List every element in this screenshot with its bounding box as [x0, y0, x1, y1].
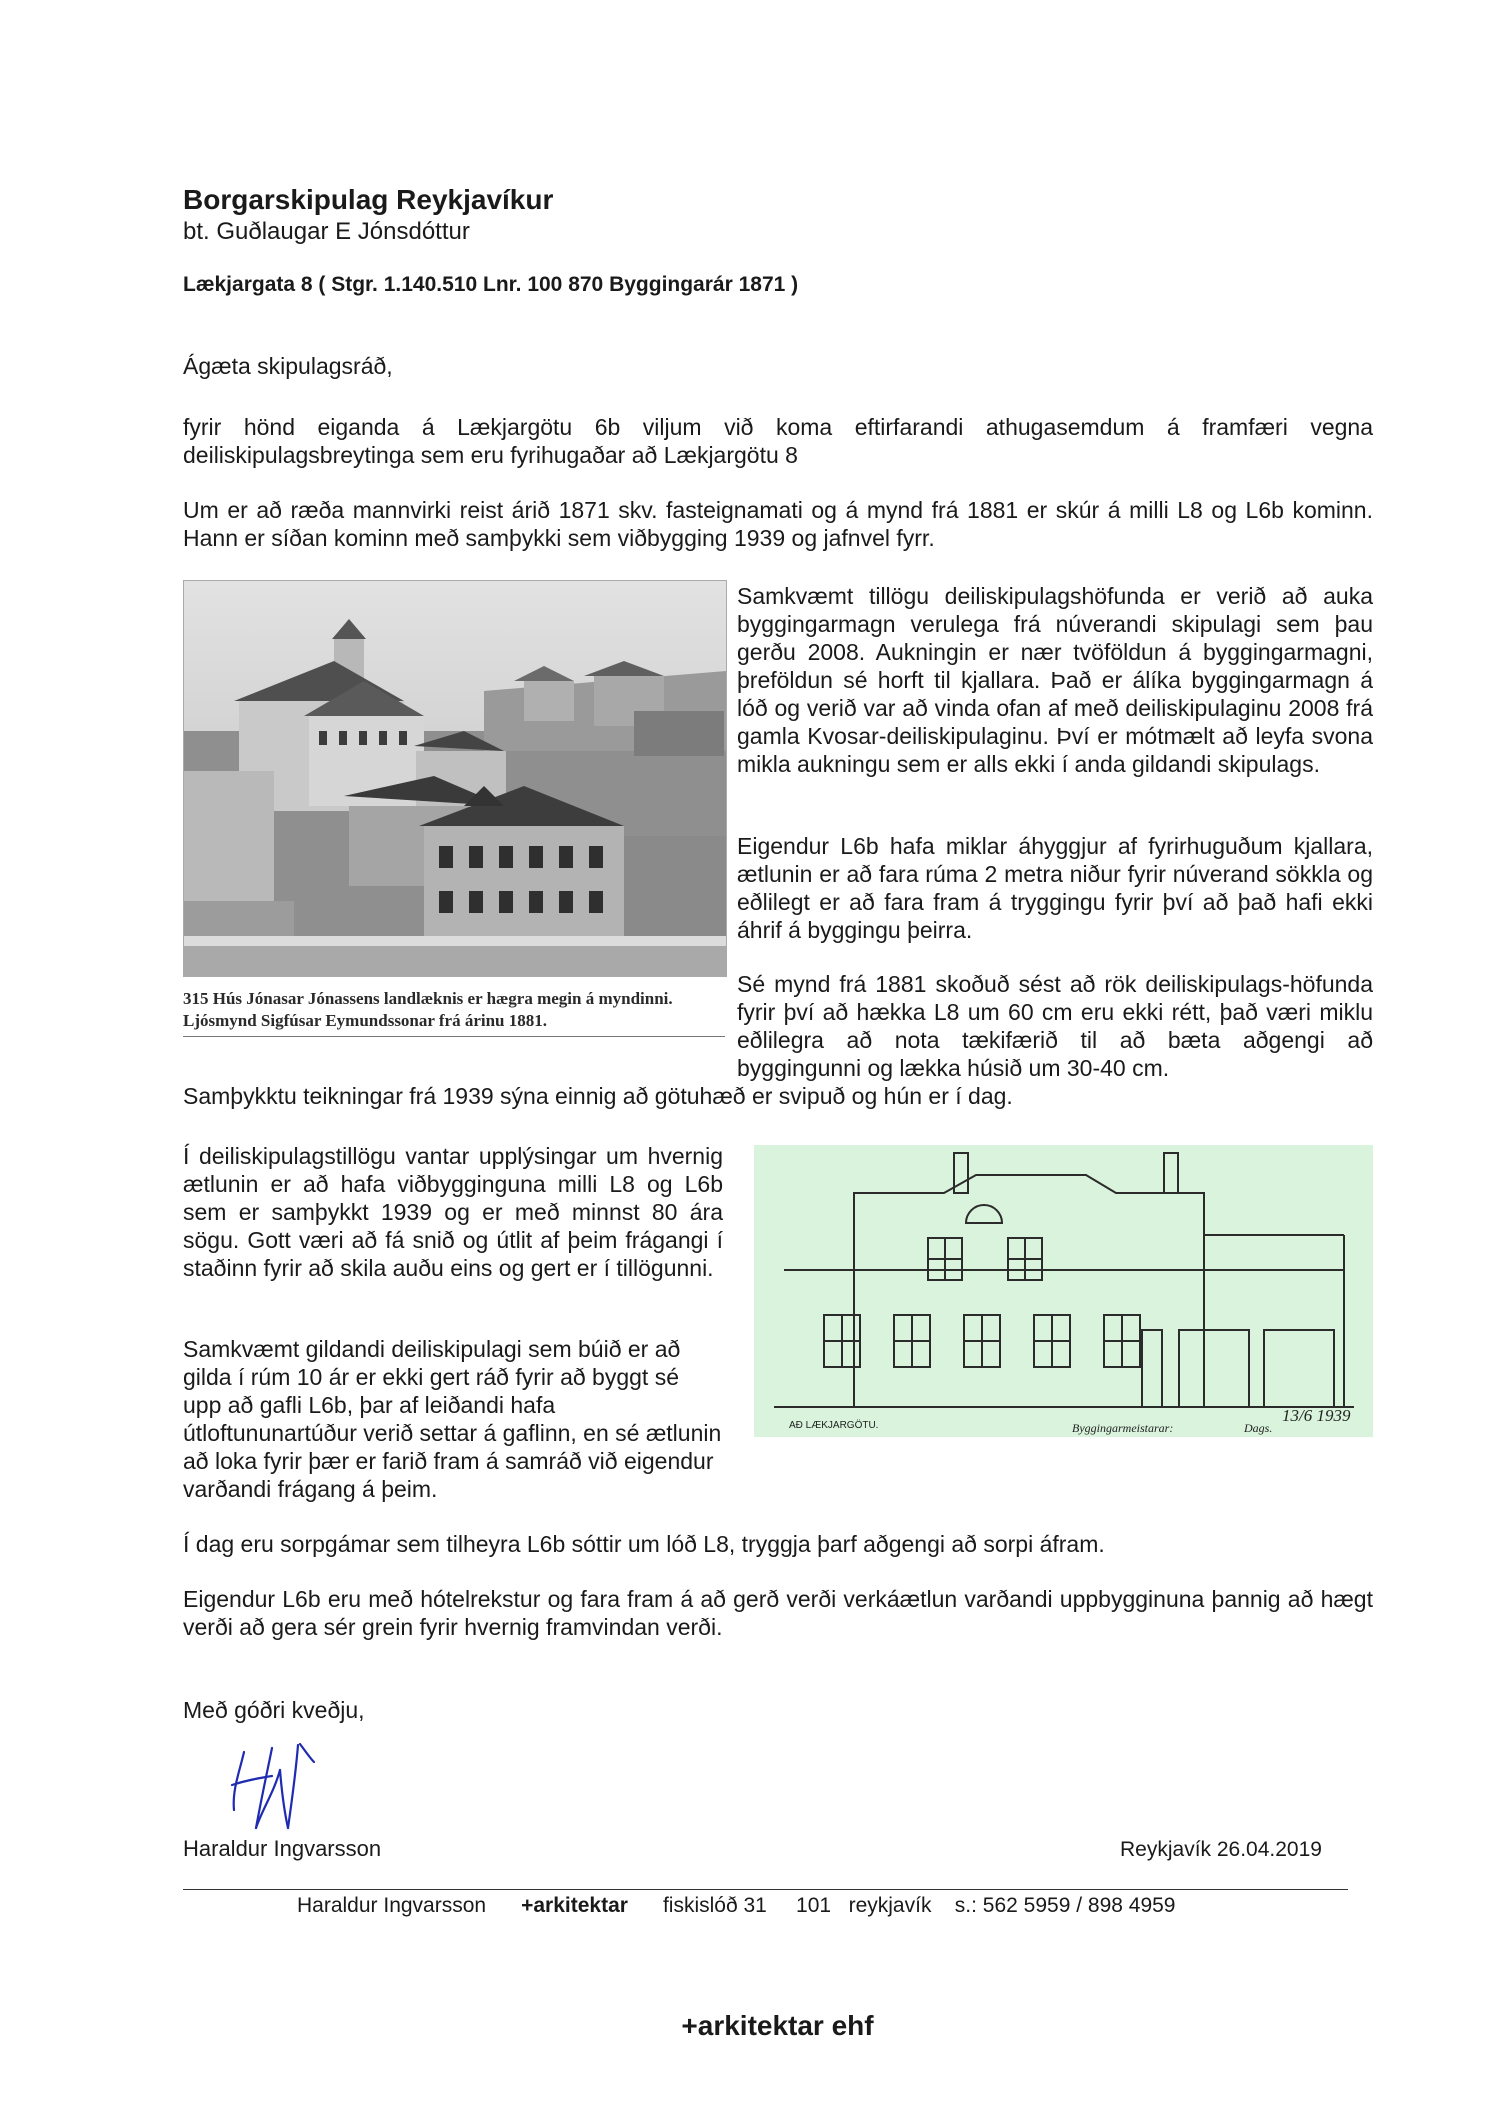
- footer-city: reykjavík: [848, 1894, 932, 1917]
- paragraph-history: Um er að ræða mannvirki reist árið 1871 skv. fasteignamati og á mynd frá 1881 er skúr á milli L8 og L6b kominn. Hann er síðan kominn með samþykki sem viðbygging 1939 og jafnvel fyrr.: [183, 497, 1373, 551]
- handwritten-signature: [222, 1740, 322, 1835]
- signature-image: [222, 1740, 322, 1835]
- footer-postcode: 101: [796, 1894, 832, 1917]
- closing: Með góðri kveðju,: [183, 1697, 365, 1723]
- signer-name: Haraldur Ingvarsson: [183, 1836, 382, 1861]
- footer-phone: s.: 562 5959 / 898 4959: [954, 1894, 1176, 1917]
- elevation-drawing-illustration: [754, 1145, 1373, 1437]
- paragraph-intro: fyrir hönd eiganda á Lækjargötu 6b viljum við koma eftirfarandi athugasemdum á framfæri vegna deiliskipulagsbreytinga sem eru fyrihugaðar að Lækjargötu 8: [183, 414, 1373, 468]
- footer-divider: [183, 1889, 1348, 1890]
- recipient-organization: Borgarskipulag Reykjavíkur: [183, 184, 554, 215]
- footer-street: fiskislóð 31: [662, 1894, 767, 1917]
- elevation-drawing-1939: [754, 1145, 1373, 1437]
- paragraph-waste-access: Í dag eru sorpgámar sem tilheyra L6b sóttir um lóð L8, tryggja þarf aðgengi að sorpi áfram.: [183, 1531, 1105, 1557]
- recipient-attention: bt. Guðlaugar E Jónsdóttur: [183, 218, 470, 245]
- paragraph-height-argument: Sé mynd frá 1881 skoðuð sést að rök deiliskipulags-höfunda fyrir því að hækka L8 um 60 cm eru ekki rétt, það væri miklu eðlilegra að nota tækifærið til að bæta aðgengi að byggingunni og lækka húsið um 30-40 cm.: [737, 971, 1373, 1081]
- paragraph-1939-drawings: Samþykktu teikningar frá 1939 sýna einnig að götuhæð er svipuð og hún er í dag.: [183, 1083, 1013, 1109]
- drawing-masters-label: Byggingarmeistarar:: [1072, 1421, 1174, 1435]
- recipient-block: [183, 183, 553, 247]
- salutation: Ágæta skipulagsráð,: [183, 353, 393, 379]
- company-name: +arkitektar ehf: [681, 2010, 874, 2041]
- place-date: Reykjavík 26.04.2019: [1120, 1838, 1322, 1861]
- drawing-date-label: Dags.: [1244, 1421, 1273, 1435]
- footer-company: +arkitektar: [521, 1894, 628, 1917]
- paragraph-building-volume: Samkvæmt tillögu deiliskipulagshöfunda er verið að auka byggingarmagn verulega frá núverandi skipulagi sem þau gerðu 2008. Aukningin er nær tvöföldun á byggingarmagni, þreföldun sé horft til kjallara. Það er álíka byggingarmagn á lóð og verið var að vinda ofan af með deiliskipulaginu 2008 frá gamla Kvosar-deiliskipulaginu. Því er mótmælt að leyfa svona mikla aukningu sem er alls ekki í anda gildandi skipulags.: [737, 583, 1373, 777]
- paragraph-gable-vents: Samkvæmt gildandi deiliskipulagi sem búið er að gilda í rúm 10 ár er ekki gert ráð fyrir að byggt sé upp að gafli L6b, þar af leiðandi hafa útloftununartúður verið settar á gaflinn, en sé ætlunin að loka fyrir þær er farið fram á samráð við eigendur varðandi frágang á þeim.: [183, 1336, 722, 1502]
- paragraph-work-schedule: Eigendur L6b eru með hótelrekstur og fara fram á að gerð verði verkáætlun varðandi uppbygginuna þannig að hægt verði að gera sér grein fyrir hvernig framvindan verði.: [183, 1586, 1373, 1640]
- historic-photo-1881: [183, 580, 727, 977]
- footer-name: Haraldur Ingvarsson: [297, 1894, 487, 1917]
- footer-contact: [297, 1894, 1175, 1918]
- paragraph-extension-info: Í deiliskipulagstillögu vantar upplýsingar um hvernig ætlunin er að hafa viðbygginguna milli L8 og L6b sem er samþykkt 1939 og er með minnst 80 ára sögu. Gott væri að fá snið og útlit af þeim frágangi í staðinn fyrir að skila auðu eins og gert er í tillögunni.: [183, 1143, 723, 1281]
- drawing-street-label: AÐ LÆKJARGÖTU.: [789, 1420, 879, 1431]
- paragraph-basement-concern: Eigendur L6b hafa miklar áhyggjur af fyrirhuguðum kjallara, ætlunin er að fara rúma 2 metra niður fyrir núverand sökkla og eðlilegt er að fara fram á tryggingu fyrir því að það hafi ekki áhrif á byggingu þeirra.: [737, 833, 1373, 943]
- drawing-date-value: 13/6 1939: [1282, 1406, 1351, 1425]
- historic-photo-illustration: [184, 581, 726, 976]
- photo-caption: 315 Hús Jónasar Jónassens landlæknis er hægra megin á myndinni. Ljósmynd Sigfúsar Eymundssonar frá árinu 1881.: [183, 988, 725, 1037]
- letter-subject: Lækjargata 8 ( Stgr. 1.140.510 Lnr. 100 870 Byggingarár 1871 ): [183, 273, 799, 296]
